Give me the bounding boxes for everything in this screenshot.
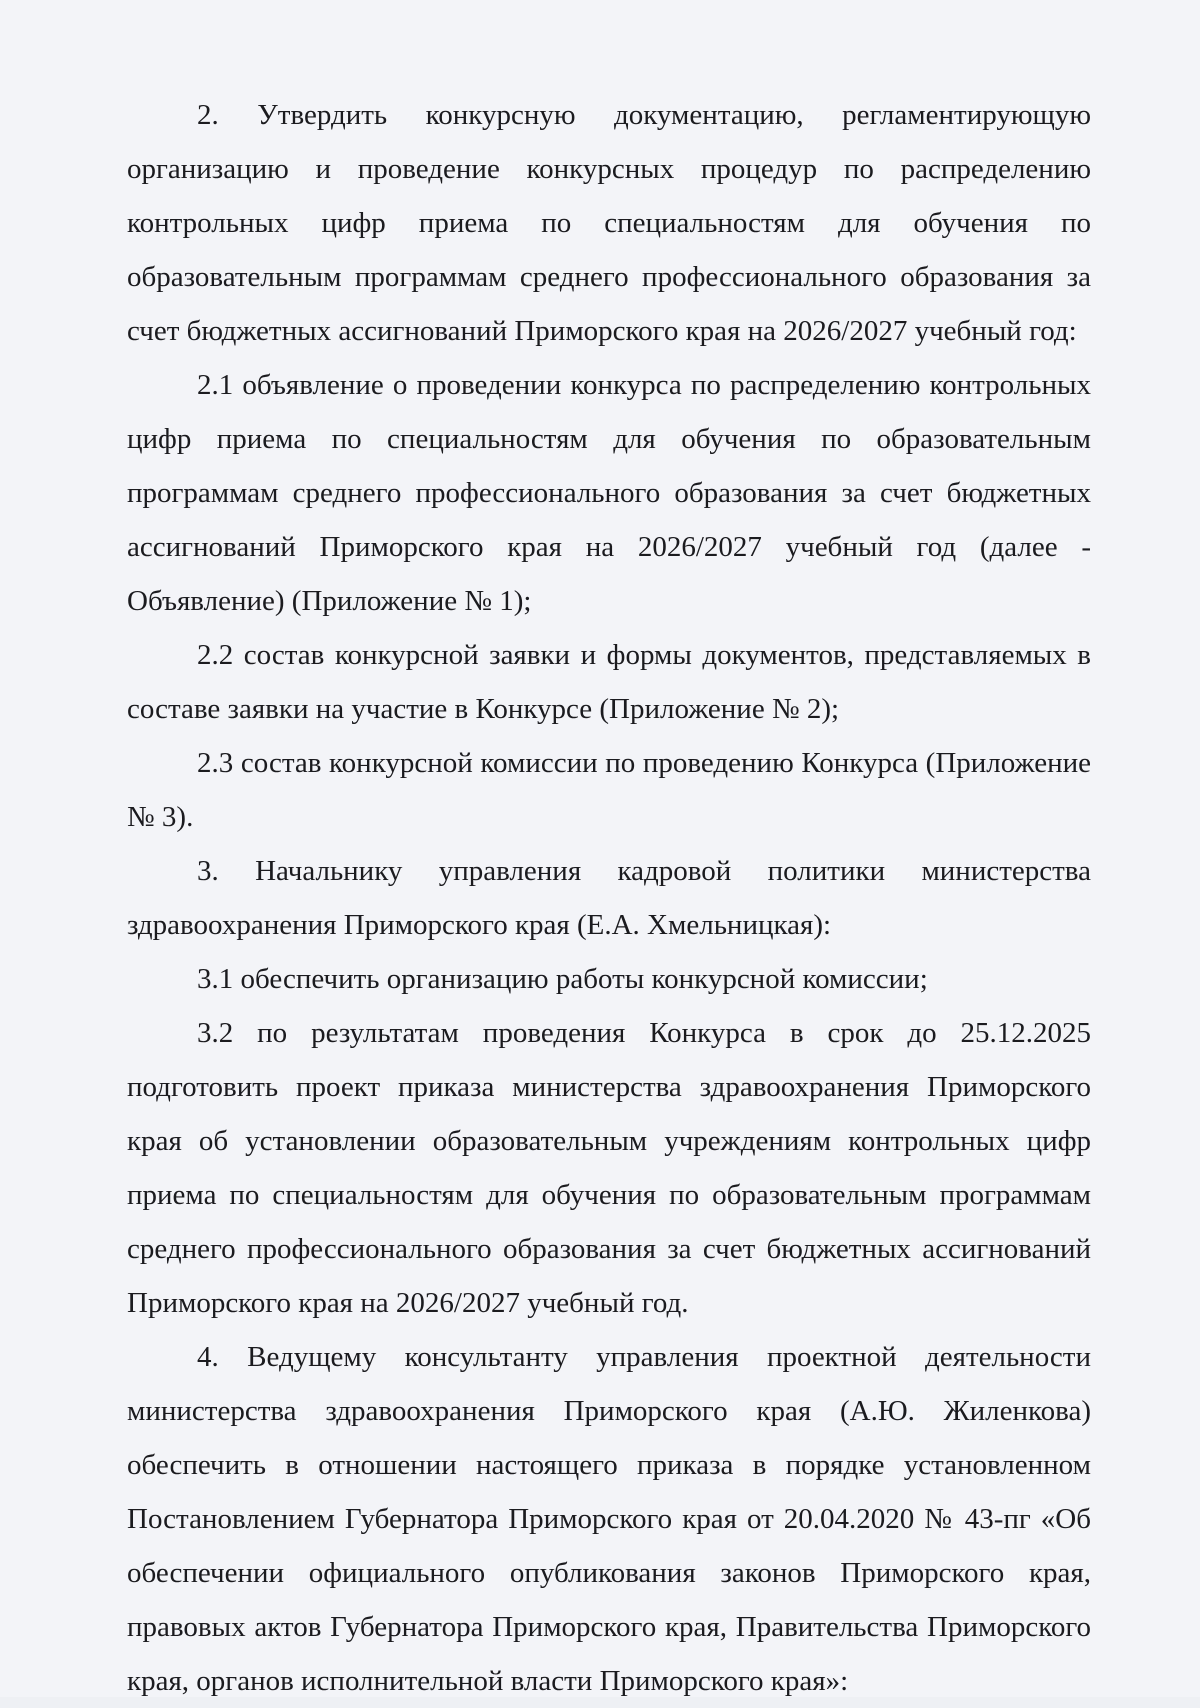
paragraph-2-2: 2.2 состав конкурсной заявки и формы документов, представляемых в составе заявки на участие в Конкурсе (Приложение № 2); — [127, 639, 1091, 725]
paragraph-2: 2. Утвердить конкурсную документацию, регламентирующую организацию и проведение конкурсных процедур по распределению контрольных цифр приема по специальностям для обучения по образовательным программам среднего профессионального образования за счет бюджетных ассигнований Приморского края на 2026/2027 учебный год: — [127, 99, 1091, 347]
paragraph-3-1: 3.1 обеспечить организацию работы конкурсной комиссии; — [197, 963, 928, 995]
paragraph-3-2: 3.2 по результатам проведения Конкурса в срок до 25.12.2025 подготовить проект приказа министерства здравоохранения Приморского края об установлении образовательным учреждениям контрольных цифр приема по специальностям для обучения по образовательным программам среднего профессионального образования за счет бюджетных ассигнований Приморского края на 2026/2027 учебный год. — [127, 1017, 1091, 1319]
paragraph-2-1: 2.1 объявление о проведении конкурса по распределению контрольных цифр приема по специальностям для обучения по образовательным программам среднего профессионального образования за счет бюджетных ассигнований Приморского края на 2026/2027 учебный год (далее - Объявление) (Приложение № 1); — [127, 369, 1091, 617]
paragraph-2-3: 2.3 состав конкурсной комиссии по проведению Конкурса (Приложение № 3). — [127, 747, 1091, 833]
paragraph-3: 3. Начальнику управления кадровой политики министерства здравоохранения Приморского края (Е.А. Хмельницкая): — [127, 855, 1091, 941]
document-body — [127, 88, 1091, 1708]
paragraph-4: 4. Ведущему консультанту управления проектной деятельности министерства здравоохранения Приморского края (А.Ю. Жиленкова) обеспечить в отношении настоящего приказа в порядке установленном Постановлением Губернатора Приморского края от 20.04.2020 № 43-пг «Об обеспечении официального опубликования законов Приморского края, правовых актов Губернатора Приморского края, Правительства Приморского края, органов исполнительной власти Приморского края»: — [127, 1341, 1091, 1697]
